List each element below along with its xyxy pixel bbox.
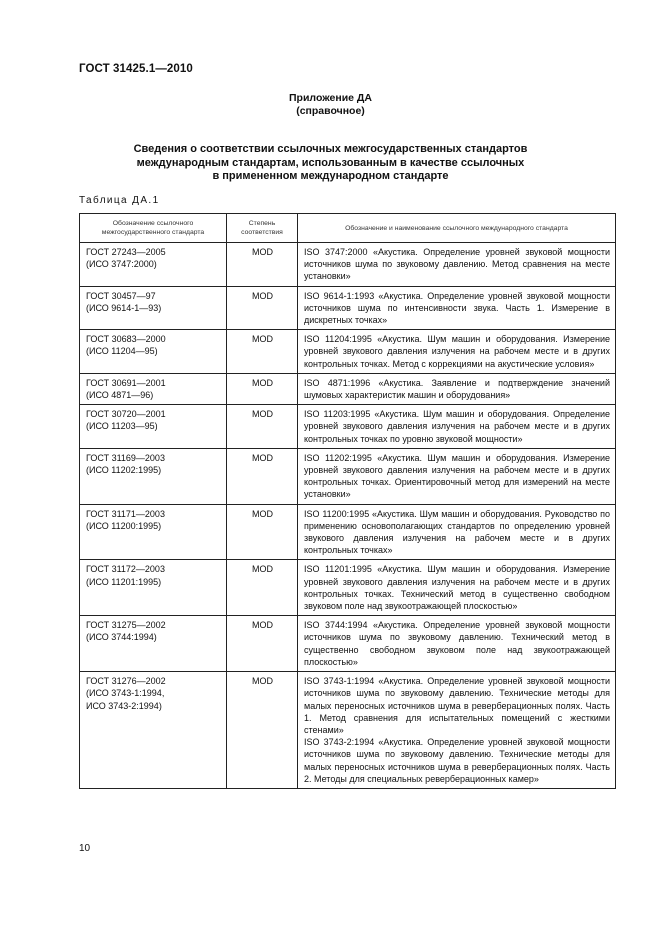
standard-line: (ИСО 11203—95) xyxy=(86,421,158,432)
reference-cell xyxy=(298,504,616,560)
column-header-reference: Обозначение и наименование ссылочного международного стандарта xyxy=(298,214,616,243)
document-code: ГОСТ 31425.1—2010 xyxy=(79,63,193,75)
reference-text: ISO 3743-1:1994 «Акустика. Определение уровней звуковой мощности источников шума по звуковому давлению. Технические методы для малых переносных источников шума в реверберационных полях. Часть 1. Метод сравнения для испытательных помещений с жесткими стенами» xyxy=(304,676,610,735)
table-header-row xyxy=(80,214,616,243)
table-row xyxy=(80,504,616,560)
standard-line: ГОСТ 27243—2005 xyxy=(86,247,166,257)
standard-cell xyxy=(80,448,227,504)
degree-cell: MOD xyxy=(227,286,298,330)
degree-cell: MOD xyxy=(227,560,298,616)
standard-cell xyxy=(80,286,227,330)
section-heading xyxy=(60,143,601,184)
table-label: Таблица ДА.1 xyxy=(79,195,160,206)
reference-text: ISO 11202:1995 «Акустика. Шум машин и оборудования. Измерение уровней звукового давления излучения на рабочем месте и в других контрольных точках. Ориентировочный метод для измерений на месте установки» xyxy=(304,452,610,500)
reference-text: ISO 11204:1995 «Акустика. Шум машин и оборудования. Измерение уровней звукового давления излучения на рабочем месте и в других контрольных точках. Метод с коррекциями на акустические условия» xyxy=(304,334,610,369)
standard-cell xyxy=(80,243,227,287)
standard-line: ГОСТ 30691—2001 xyxy=(86,377,166,388)
standard-cell xyxy=(80,616,227,672)
reference-cell xyxy=(298,373,616,404)
standard-line: ГОСТ 30720—2001 xyxy=(86,409,166,420)
table-row xyxy=(80,243,616,287)
standard-line: ГОСТ 31276—2002 xyxy=(86,676,166,687)
column-header-standard: Обозначение ссылочного межгосударственного стандарта xyxy=(80,214,227,243)
standard-line: ГОСТ 31172—2003 xyxy=(86,564,165,575)
table-row xyxy=(80,373,616,404)
degree-cell: MOD xyxy=(227,243,298,287)
standard-line: ГОСТ 31169—2003 xyxy=(86,452,165,463)
page-number: 10 xyxy=(79,843,91,854)
table-row xyxy=(80,616,616,672)
degree-cell: MOD xyxy=(227,504,298,560)
standard-cell xyxy=(80,330,227,374)
table-row xyxy=(80,286,616,330)
standard-line: (ИСО 11200:1995) xyxy=(86,520,162,531)
reference-text: ISO 11203:1995 «Акустика. Шум машин и оборудования. Определение уровней звукового давления излучения на рабочем месте и в других контрольных точках по уровню звуковой мощности» xyxy=(304,409,610,444)
standard-line: ГОСТ 31275—2002 xyxy=(86,620,166,631)
standard-line: ГОСТ 31171—2003 xyxy=(86,508,165,519)
standard-line: (ИСО 3744:1994) xyxy=(86,632,157,643)
standard-line: (ИСО 11201:1995) xyxy=(86,576,162,587)
standard-line: ГОСТ 30683—2000 xyxy=(86,334,166,345)
degree-cell: MOD xyxy=(227,330,298,374)
reference-cell xyxy=(298,672,616,789)
reference-cell xyxy=(298,560,616,616)
standard-line: ГОСТ 30457—97 xyxy=(86,290,156,301)
degree-cell: MOD xyxy=(227,405,298,449)
table-row xyxy=(80,560,616,616)
reference-cell xyxy=(298,448,616,504)
degree-cell: MOD xyxy=(227,672,298,789)
table-row xyxy=(80,405,616,449)
heading-line: международным стандартам, использованным в качестве ссылочных xyxy=(136,156,525,169)
reference-cell xyxy=(298,286,616,330)
table-row xyxy=(80,330,616,374)
table-row xyxy=(80,448,616,504)
reference-text: ISO 9614-1:1993 «Акустика. Определение уровней звуковой мощности источников шума по интенсивности звука. Часть 1. Измерение в дискретных точках» xyxy=(304,290,610,326)
reference-text: ISO 3743-2:1994 «Акустика. Определение уровней звуковой мощности источников шума по звуковому давлению. Технические методы для малых переносных источников шума в реверберационных полях. Часть 2. Методы для специальных реверберационных камер» xyxy=(304,737,610,784)
reference-cell xyxy=(298,405,616,449)
standard-cell xyxy=(80,504,227,560)
heading-line: Сведения о соответствии ссылочных межгосударственных стандартов xyxy=(133,143,528,155)
standard-line: (ИСО 3747:2000) xyxy=(86,259,157,270)
standard-line: ИСО 3743-2:1994) xyxy=(86,700,162,711)
reference-text: ISO 3747:2000 «Акустика. Определение уровней звуковой мощности источников шума по звуковому давлению. Метод сравнения на месте установки» xyxy=(304,247,610,282)
reference-text: ISO 11200:1995 «Акустика. Шум машин и оборудования. Руководство по применению основополагающих стандартов по определению уровней звукового давления излучения на рабочем месте и в других контрольных точках» xyxy=(304,508,610,556)
reference-cell xyxy=(298,243,616,287)
standard-line: (ИСО 3743-1:1994, xyxy=(86,688,165,699)
column-header-degree: Степень соответствия xyxy=(227,214,298,243)
heading-line: в примененном международном стандарте xyxy=(212,170,449,182)
standard-cell xyxy=(80,405,227,449)
standard-cell xyxy=(80,560,227,616)
appendix-subtitle: (справочное) xyxy=(296,105,365,117)
reference-cell xyxy=(298,616,616,672)
reference-text: ISO 11201:1995 «Акустика. Шум машин и оборудования. Измерение уровней звукового давления излучения на рабочем месте и в других контрольных точках. Технический метод в существенно свободном звуковом поле над звукоотражающей плоскостью» xyxy=(304,564,610,612)
reference-text: ISO 4871:1996 «Акустика. Заявление и подтверждение значений шумовых характеристик машин и оборудования» xyxy=(304,377,610,401)
degree-cell: MOD xyxy=(227,448,298,504)
reference-text: ISO 3744:1994 «Акустика. Определение уровней звуковой мощности источников шума по звуковому давлению. Технический метод в существенно свободном звуковом поле над звукоотражающей плоскостью» xyxy=(304,620,610,667)
correspondence-table xyxy=(79,213,616,789)
standard-cell xyxy=(80,672,227,789)
appendix-block xyxy=(0,92,661,118)
table-body xyxy=(80,243,616,789)
standard-line: (ИСО 4871—96) xyxy=(86,390,154,401)
standard-line: (ИСО 11202:1995) xyxy=(86,465,162,476)
standard-cell xyxy=(80,373,227,404)
appendix-title: Приложение ДА xyxy=(289,92,372,104)
degree-cell: MOD xyxy=(227,616,298,672)
standard-line: (ИСО 11204—95) xyxy=(86,346,158,357)
reference-cell xyxy=(298,330,616,374)
degree-cell: MOD xyxy=(227,373,298,404)
standard-line: (ИСО 9614-1—93) xyxy=(86,302,162,313)
table-row xyxy=(80,672,616,789)
